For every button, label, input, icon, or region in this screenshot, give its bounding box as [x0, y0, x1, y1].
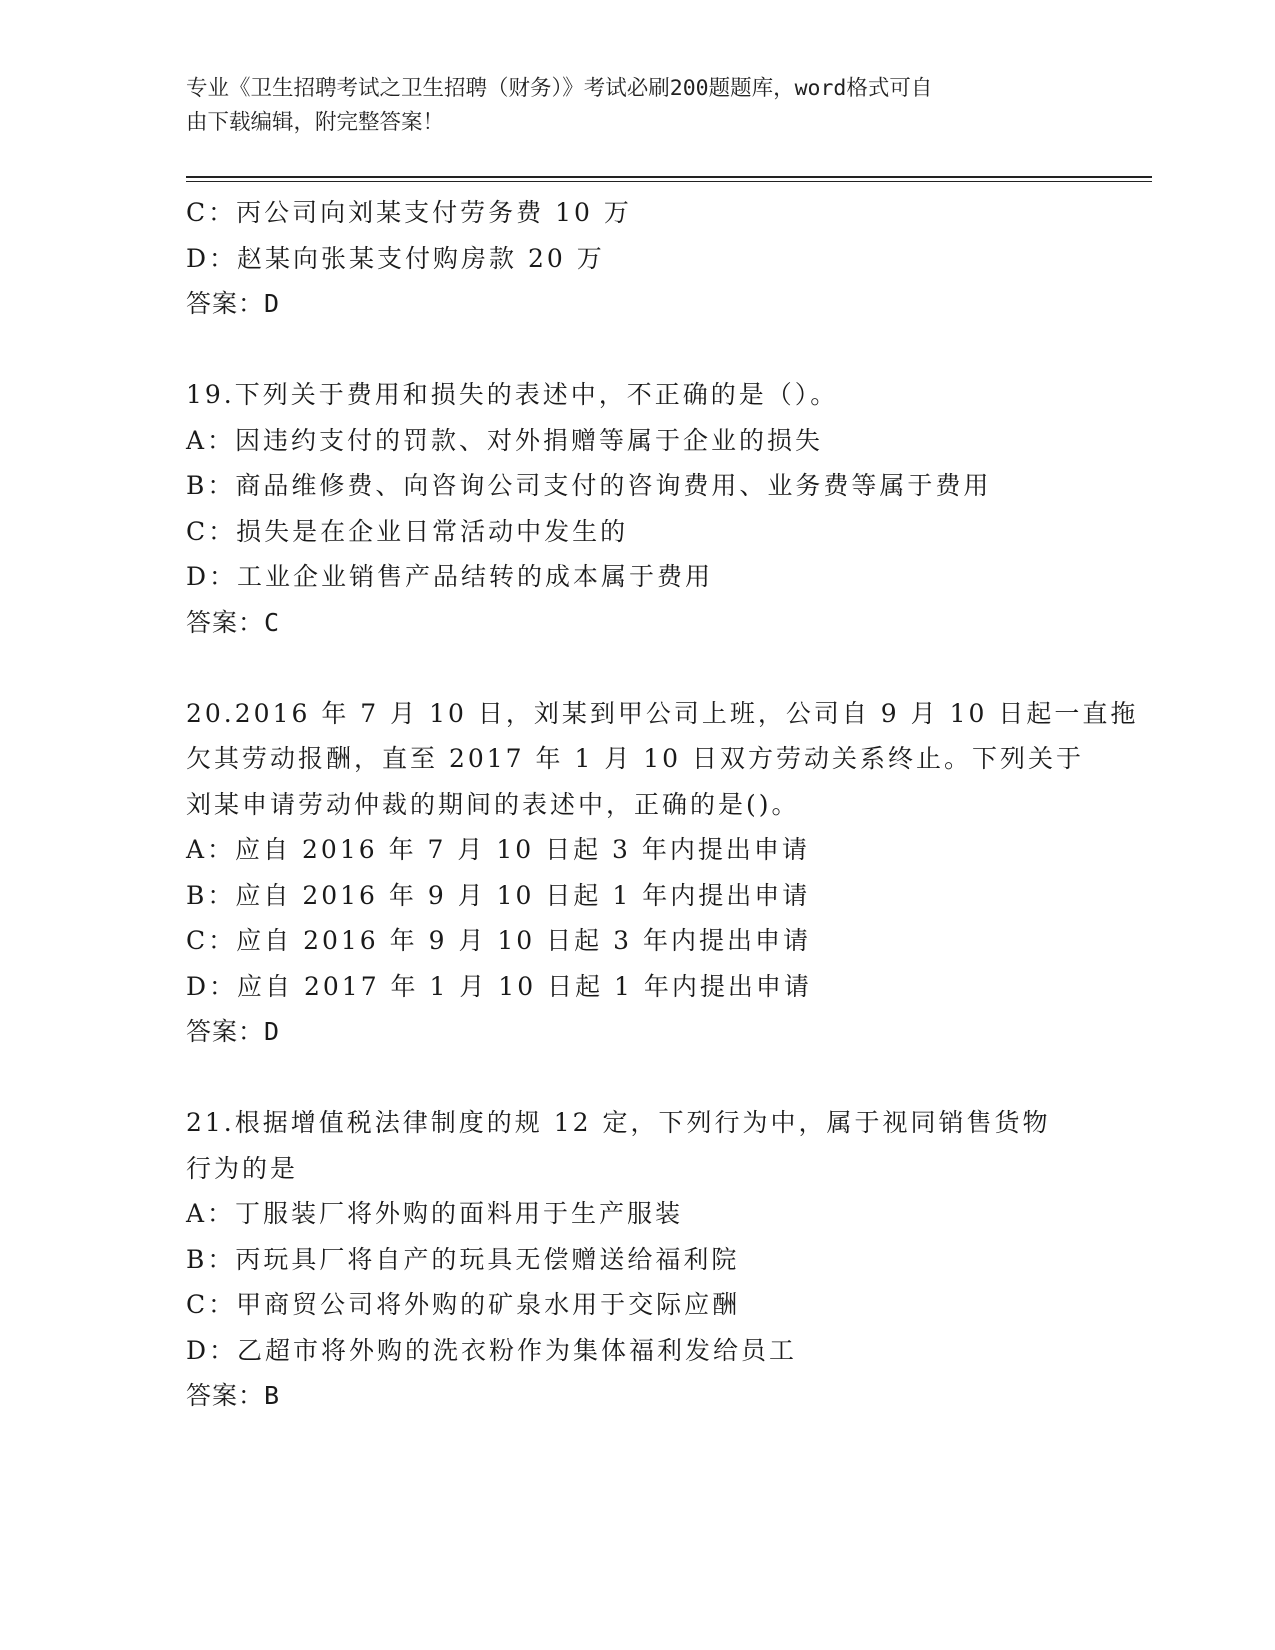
header-rule-thick [186, 176, 1152, 178]
header-line-2: 由下载编辑，附完整答案！ [186, 110, 445, 135]
answer-line: 答案：D [186, 289, 281, 318]
answer-line: 答案：C [186, 607, 281, 637]
question-stem: 欠其劳动报酬，直至 2017 年 1 月 10 日双方劳动关系终止。下列关于 [186, 744, 1085, 773]
question-21 [186, 1100, 1086, 1419]
answer-line: 答案：B [186, 1381, 281, 1410]
question-stem: 21.根据增值税法律制度的规 12 定，下列行为中，属于视同销售货物 [186, 1108, 1051, 1137]
option-a: A：因违约支付的罚款、对外捐赠等属于企业的损失 [186, 425, 824, 455]
document-body [186, 190, 1139, 1419]
option-c: C：丙公司向刘某支付劳务费 10 万 [186, 198, 632, 227]
header-rule-thin [186, 181, 1152, 182]
option-c: C：应自 2016 年 9 月 10 日起 3 年内提出申请 [186, 926, 811, 955]
document-header [186, 72, 1066, 140]
option-b: B：应自 2016 年 9 月 10 日起 1 年内提出申请 [186, 880, 811, 910]
question-19 [186, 372, 1086, 645]
question-stem: 行为的是 [186, 1153, 299, 1183]
previous-question-tail [186, 190, 1086, 327]
option-d: D：赵某向张某支付购房款 20 万 [186, 243, 605, 273]
question-stem: 19.下列关于费用和损失的表述中，不正确的是（）。 [186, 380, 839, 409]
option-a: A：应自 2016 年 7 月 10 日起 3 年内提出申请 [186, 835, 810, 864]
option-c: C：损失是在企业日常活动中发生的 [186, 516, 629, 546]
option-d: D：应自 2017 年 1 月 10 日起 1 年内提出申请 [186, 971, 812, 1001]
header-line-1: 专业《卫生招聘考试之卫生招聘（财务）》考试必刷200题题库，word格式可自 [186, 76, 933, 101]
question-stem: 刘某申请劳动仲裁的期间的表述中，正确的是()。 [186, 789, 800, 819]
option-d: D：工业企业销售产品结转的成本属于费用 [186, 562, 714, 591]
option-d: D：乙超市将外购的洗衣粉作为集体福利发给员工 [186, 1335, 798, 1365]
answer-line: 答案：D [186, 1017, 281, 1046]
option-b: B：商品维修费、向咨询公司支付的咨询费用、业务费等属于费用 [186, 471, 992, 500]
question-stem: 20.2016 年 7 月 10 日，刘某到甲公司上班，公司自 9 月 10 日起一直拖 [186, 698, 1139, 728]
question-20 [186, 691, 1139, 1055]
option-a: A：丁服装厂将外购的面料用于生产服装 [186, 1199, 684, 1228]
option-c: C：甲商贸公司将外购的矿泉水用于交际应酬 [186, 1290, 741, 1319]
option-b: B：丙玩具厂将自产的玩具无偿赠送给福利院 [186, 1244, 740, 1274]
